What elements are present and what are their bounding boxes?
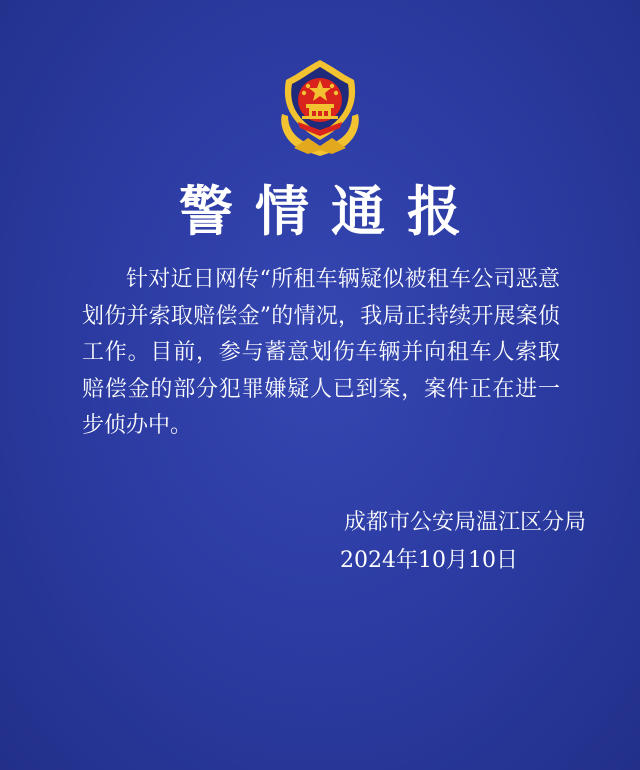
notice-title: 警情通报 [179, 180, 483, 243]
issue-date: 2024年10月10日 [340, 548, 518, 573]
police-emblem-icon [268, 56, 372, 160]
issuer-name: 成都市公安局温江区分局 [343, 510, 586, 535]
notice-body: 针对近日网传“所租车辆疑似被租车公司恶意划伤并索取赔偿金”的情况，我局正持续开展案侦工作。目前，参与蓄意划伤车辆并向租车人索取赔偿金的部分犯罪嫌疑人已到案，案件正在进一步侦办中。 [82, 267, 560, 438]
